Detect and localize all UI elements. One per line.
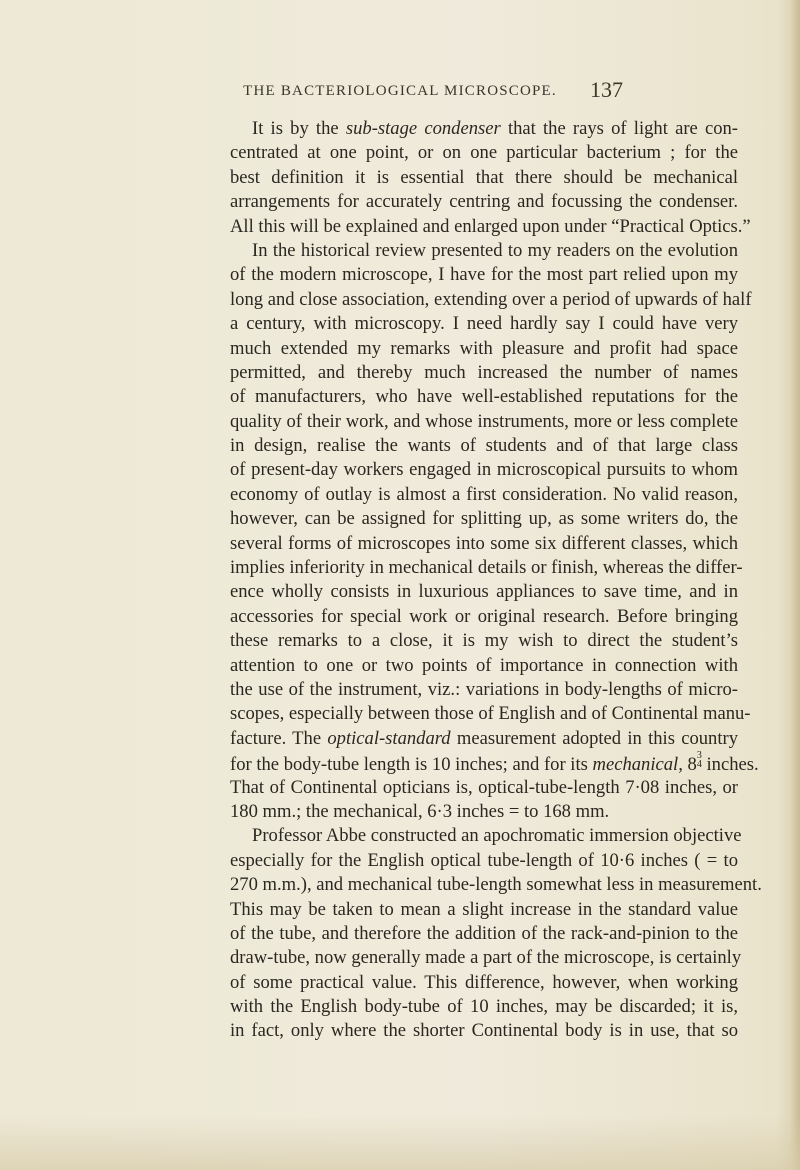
text-line: in fact, only where the shorter Continental body is in use, that so (230, 1020, 738, 1042)
text-line: of present-day workers engaged in microscopical pursuits to whom (230, 459, 738, 481)
paragraph-1 (230, 117, 751, 239)
text-line: That of Continental opticians is, optical-tube-length 7·08 inches, or (230, 776, 738, 798)
page-bottom-shadow (0, 1115, 800, 1170)
fraction: 3 4 (696, 750, 702, 771)
page-number: 137 (590, 77, 623, 102)
text-line: especially for the English optical tube-length of 10·6 inches ( = to (230, 849, 738, 871)
text-line: draw-tube, now generally made a part of the microscope, is certainly (230, 947, 742, 969)
text-line: quality of their work, and whose instruments, more or less complete (230, 410, 738, 432)
text-line: of the tube, and therefore the addition of the rack-and-pinion to the (230, 922, 738, 944)
text-line: of manufacturers, who have well-established reputations for the (230, 386, 738, 408)
text-line: permitted, and thereby much increased the number of names (230, 361, 738, 383)
text-line: for the body-tube length is 10 inches; and for its mechanical, 8 3 4 inches. (230, 750, 759, 776)
text-line: It is by the sub-stage condenser that the rays of light are con- (252, 118, 738, 139)
text-line: economy of outlay is almost a first consideration. No valid reason, (230, 483, 738, 505)
body-text (230, 117, 762, 1044)
text-line: best definition it is essential that there should be mechanical (230, 166, 738, 188)
text-line: Professor Abbe constructed an apochromatic immersion objective (252, 825, 742, 847)
text-line: several forms of microscopes into some six different classes, which (230, 532, 738, 554)
text-line: arrangements for accurately centring and focussing the condenser. (230, 191, 738, 213)
text-line: In the historical review presented to my readers on the evolution (252, 239, 738, 261)
text-line: accessories for special work or original research. Before bringing (230, 605, 738, 627)
text-line: All this will be explained and enlarged upon under “Practical Optics.” (230, 215, 751, 237)
text-line: centrated at one point, or on one particular bacterium ; for the (230, 142, 738, 164)
text-line: This may be taken to mean a slight increase in the standard value (230, 898, 738, 920)
text-line: long and close association, extending over a period of upwards of half (230, 288, 752, 310)
text-line: scopes, especially between those of English and of Continental manu- (230, 703, 751, 725)
text-line: however, can be assigned for splitting up, as some writers do, the (230, 508, 738, 530)
text-line: ence wholly consists in luxurious appliances to save time, and in (230, 581, 738, 603)
text-line: facture. The optical-standard measurement adopted in this country (230, 727, 738, 749)
page-edge-shadow (790, 0, 800, 1170)
text-line: of some practical value. This difference, however, when working (230, 971, 738, 993)
text-line: 270 m.m.), and mechanical tube-length somewhat less in measurement. (230, 874, 762, 896)
text-line: these remarks to a close, it is my wish to direct the student’s (230, 630, 738, 652)
text-line: much extended my remarks with pleasure and profit had space (230, 337, 738, 359)
paragraph-3 (230, 824, 762, 1044)
text-line: the use of the instrument, viz.: variations in body-lengths of micro- (230, 678, 738, 700)
text-line: in design, realise the wants of students and of that large class (230, 435, 738, 457)
text-line: of the modern microscope, I have for the most part relied upon my (230, 264, 738, 286)
page-header (0, 79, 800, 109)
text-line: implies inferiority in mechanical details or finish, whereas the differ- (230, 557, 743, 579)
text-line: attention to one or two points of importance in connection with (230, 654, 738, 676)
text-line: with the English body-tube of 10 inches, may be discarded; it is, (230, 996, 738, 1018)
running-head: THE BACTERIOLOGICAL MICROSCOPE. (243, 83, 557, 99)
text-line: 180 mm.; the mechanical, 6·3 inches = to 168 mm. (230, 800, 610, 822)
text-line: a century, with microscopy. I need hardly say I could have very (230, 313, 738, 335)
paragraph-2 (230, 239, 759, 824)
